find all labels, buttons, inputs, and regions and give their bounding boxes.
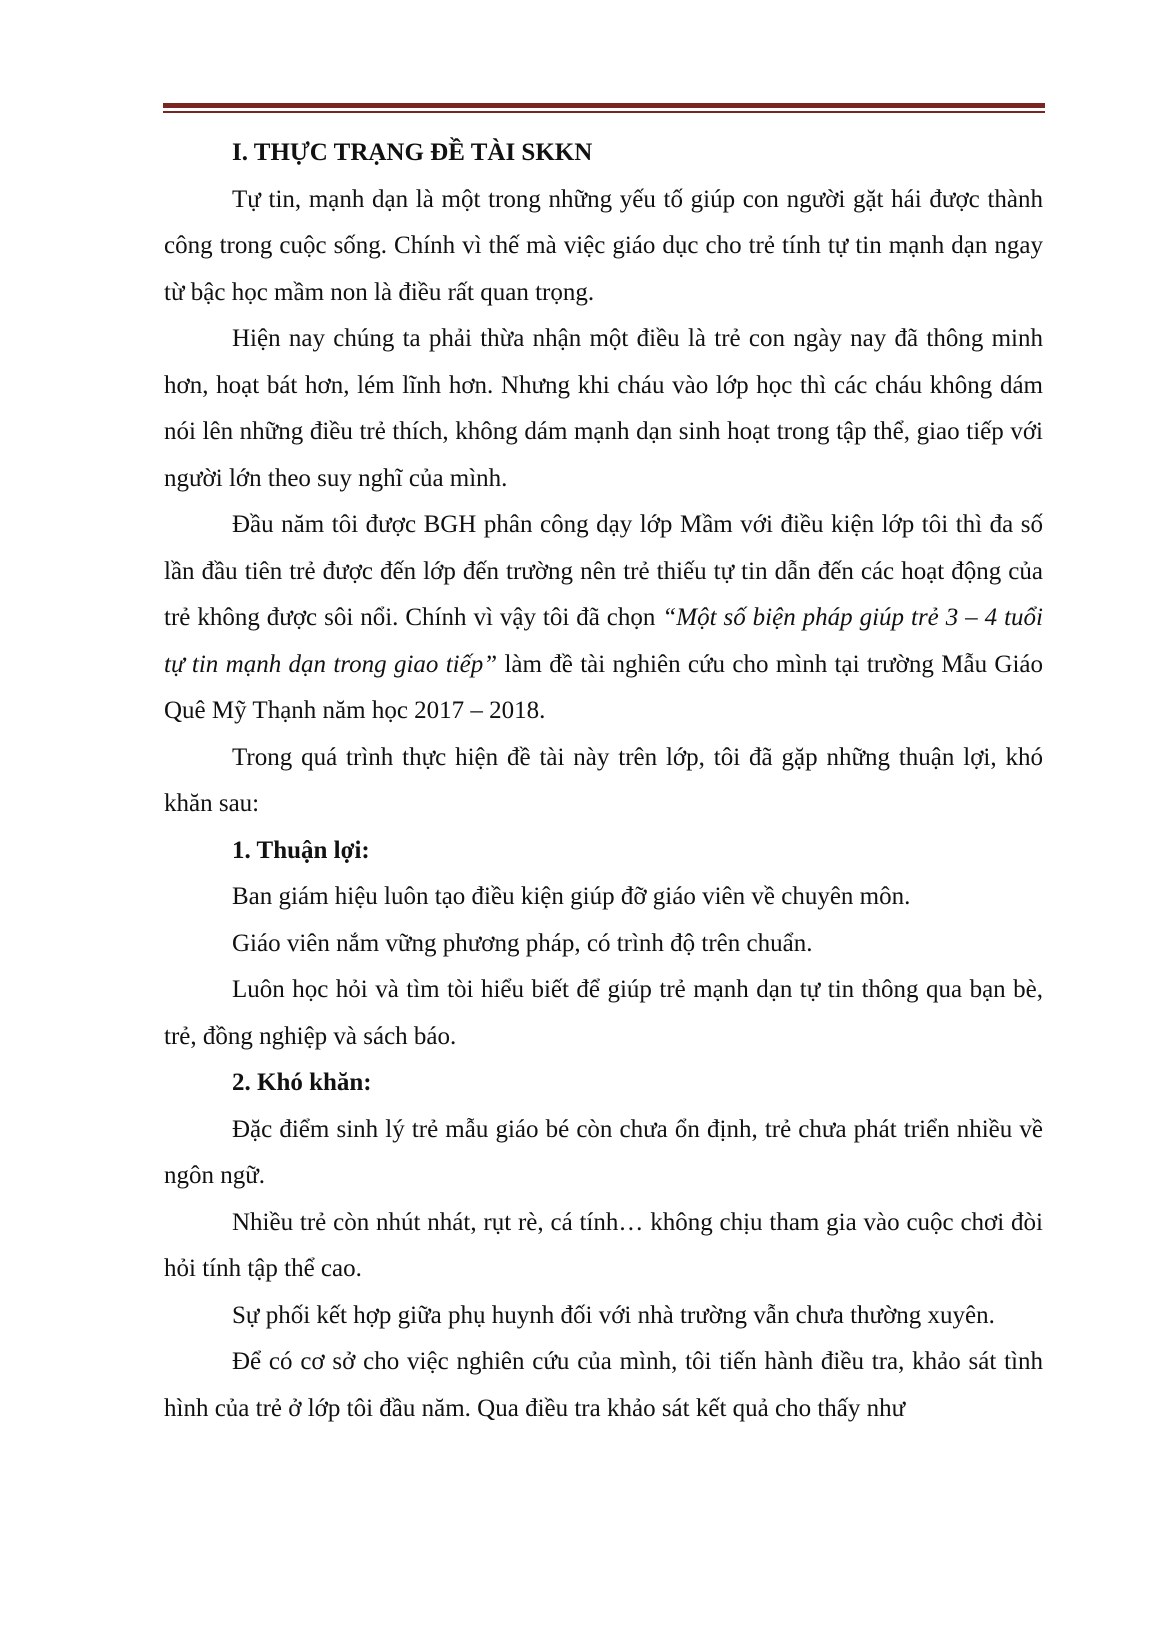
advantages-heading: 1. Thuận lợi: <box>232 836 370 864</box>
header-rule-thick <box>163 103 1045 108</box>
topic-text-after: làm đề tài nghiên cứu cho mình tại trường Mẫu Giáo Quê Mỹ Thạnh năm học 2017 – 2018. <box>164 650 1043 724</box>
topic-text-before: Đầu năm tôi được BGH phân công dạy lớp Mầm với điều kiện lớp tôi thì đa số lần đầu tiên trẻ được đến lớp đến trường nên trẻ thiếu tự tin dẫn đến các hoạt động của trẻ không được sôi nổi. Chính vì vậy tôi đã chọn <box>164 511 1043 631</box>
difficulties-heading: 2. Khó khăn: <box>232 1069 372 1096</box>
intro-paragraph-1: Tự tin, mạnh dạn là một trong những yếu tố giúp con người gặt hái được thành công trong cuộc sống. Chính vì thế mà việc giáo dục cho trẻ tính tự tin mạnh dạn ngay từ bậc học mầm non là điều rất quan trọng. <box>164 185 1043 306</box>
closing-paragraph: Để có cơ sở cho việc nghiên cứu của mình, tôi tiến hành điều tra, khảo sát tình hình của trẻ ở lớp tôi đầu năm. Qua điều tra khảo sát kết quả cho thấy như <box>164 1348 1043 1422</box>
transition-paragraph: Trong quá trình thực hiện đề tài này trên lớp, tôi đã gặp những thuận lợi, khó khăn sau: <box>164 743 1043 817</box>
difficulty-item: Sự phối kết hợp giữa phụ huynh đối với nhà trường vẫn chưa thường xuyên. <box>232 1301 995 1329</box>
header-rule-thin <box>163 111 1045 113</box>
intro-paragraph-2: Hiện nay chúng ta phải thừa nhận một điều là trẻ con ngày nay đã thông minh hơn, hoạt bát hơn, lém lĩnh hơn. Nhưng khi cháu vào lớp học thì các cháu không dám nói lên những điều trẻ thích, không dám mạnh dạn sinh hoạt trong tập thể, giao tiếp với người lớn theo suy nghĩ của mình. <box>164 325 1043 492</box>
topic-paragraph <box>164 502 1043 735</box>
difficulty-item: Đặc điểm sinh lý trẻ mẫu giáo bé còn chưa ổn định, trẻ chưa phát triển nhiều về ngôn ngữ. <box>164 1115 1043 1189</box>
section-heading: I. THỰC TRẠNG ĐỀ TÀI SKKN <box>232 139 593 166</box>
advantage-item: Ban giám hiệu luôn tạo điều kiện giúp đỡ giáo viên về chuyên môn. <box>232 883 911 910</box>
advantage-item: Giáo viên nắm vững phương pháp, có trình độ trên chuẩn. <box>232 929 813 957</box>
topic-title: “Một số biện pháp giúp trẻ 3 – 4 tuổi tự tin mạnh dạn trong giao tiếp” <box>164 604 1043 678</box>
document-body <box>164 130 1043 1432</box>
difficulty-item: Nhiều trẻ còn nhút nhát, rụt rè, cá tính… không chịu tham gia vào cuộc chơi đòi hỏi tính tập thể cao. <box>164 1208 1043 1282</box>
advantage-item: Luôn học hỏi và tìm tòi hiểu biết để giúp trẻ mạnh dạn tự tin thông qua bạn bè, trẻ, đồng nghiệp và sách báo. <box>164 976 1043 1050</box>
